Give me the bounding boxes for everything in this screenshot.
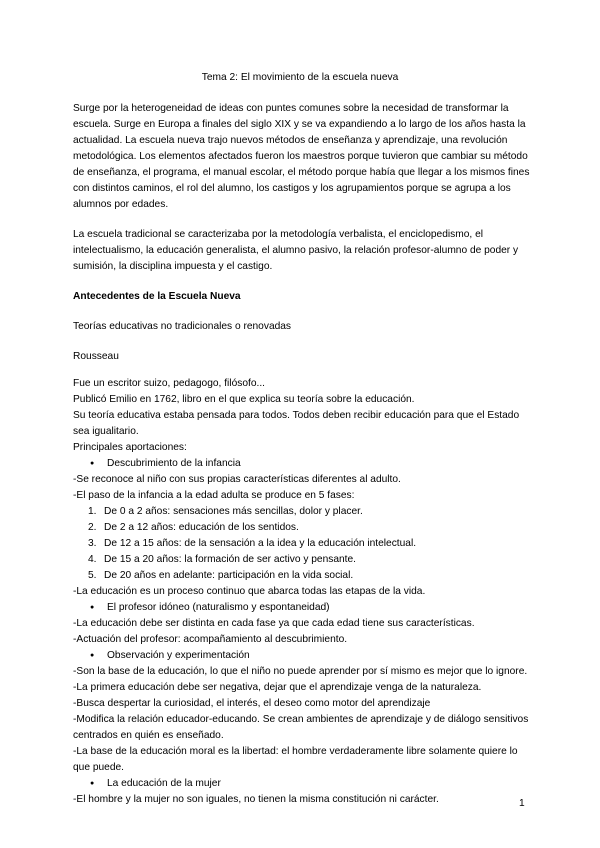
text-line: Fue un escritor suizo, pedagogo, filósofo... [73, 378, 265, 389]
text-line: -El hombre y la mujer no son iguales, no tienen la misma constitución ni carácter. [73, 794, 439, 805]
bullet-item: ● Descubrimiento de la infancia [107, 456, 533, 472]
text-line: -Busca despertar la curiosidad, el interés, el deseo como motor del aprendizaje [73, 698, 431, 709]
bullet-item: ● El profesor idóneo (naturalismo y espontaneidad) [107, 600, 533, 616]
phase-item: 4. De 15 a 20 años: la formación de ser activo y pensante. [88, 554, 357, 565]
text-line: -Modifica la relación educador-educando. Se crean ambientes de aprendizaje y de diálogo sensitivos centrados en quién es enseñado. [73, 714, 529, 741]
document-body [73, 101, 533, 808]
page-number: 1 [519, 798, 525, 809]
intro-paragraph-1: Surge por la heterogeneidad de ideas con puntes comunes sobre la necesidad de transformar la escuela. Surge en Europa a finales del siglo XIX y se va expandiendo a lo largo de los años hasta la actualidad. La escuela nueva trajo nuevos métodos de enseñanza y aprendizaje, una revolución metodológica. Los elementos afectados fueron los maestros porque tuvieron que cambiar su método de enseñanza, el programa, el manual escolar, el método porque había que llegar a los mismos fines con distintos caminos, el rol del alumno, los castigos y los agrupamientos porque se agrupa a los alumnos por edades. [73, 103, 530, 210]
subheading: Teorías educativas no tradicionales o renovadas [73, 321, 292, 332]
text-line: -El paso de la infancia a la edad adulta se produce en 5 fases: [73, 490, 355, 501]
text-line: -Son la base de la educación, lo que el niño no puede aprender por sí mismo es mejor que lo ignore. [73, 666, 528, 677]
bullet-list [73, 648, 533, 664]
bullet-list [73, 776, 533, 792]
page-title: Tema 2: El movimiento de la escuela nueva [201, 72, 399, 83]
phase-item: 2. De 2 a 12 años: educación de los sentidos. [88, 522, 299, 533]
phases-list [73, 504, 533, 584]
text-line: Principales aportaciones: [73, 442, 187, 453]
intro-paragraph-2: La escuela tradicional se caracterizaba por la metodología verbalista, el enciclopedismo, el intelectualismo, la educación generalista, el alumno pasivo, la relación profesor-alumno de poder y sumisión, la disciplina impuesta y el castigo. [73, 229, 519, 272]
phase-item: 3. De 12 a 15 años: de la sensación a la idea y la educación intelectual. [88, 538, 417, 549]
bullet-item: ● Observación y experimentación [107, 648, 533, 664]
text-line: -La primera educación debe ser negativa, dejar que el aprendizaje venga de la naturaleza. [73, 682, 482, 693]
bullet-list [73, 456, 533, 472]
bullet-list [73, 600, 533, 616]
text-line: -Se reconoce al niño con sus propias características diferentes al adulto. [73, 474, 401, 485]
text-line: Publicó Emilio en 1762, libro en el que explica su teoría sobre la educación. [73, 394, 415, 405]
bullet-item: ● La educación de la mujer [107, 776, 533, 792]
text-line: Su teoría educativa estaba pensada para todos. Todos deben recibir educación para que el Estado sea igualitario. [73, 410, 520, 437]
text-line: -La base de la educación moral es la libertad: el hombre verdaderamente libre solamente quiere lo que puede. [73, 746, 518, 773]
text-line: -La educación debe ser distinta en cada fase ya que cada edad tiene sus características. [73, 618, 475, 629]
text-line: -La educación es un proceso continuo que abarca todas las etapas de la vida. [73, 586, 426, 597]
section-heading: Antecedentes de la Escuela Nueva [73, 291, 241, 302]
text-line: -Actuación del profesor: acompañamiento al descubrimiento. [73, 634, 348, 645]
author-name: Rousseau [73, 351, 119, 362]
phase-item: 1. De 0 a 2 años: sensaciones más sencillas, dolor y placer. [88, 506, 363, 517]
phase-item: 5. De 20 años en adelante: participación en la vida social. [88, 570, 354, 581]
